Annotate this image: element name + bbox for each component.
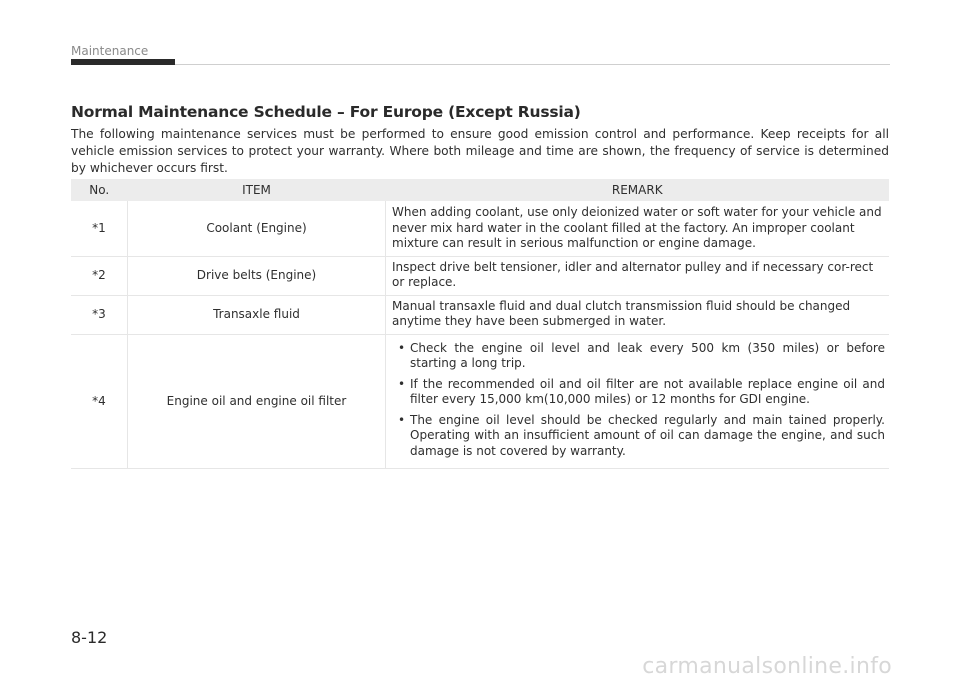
row-remark: Inspect drive belt tensioner, idler and alternator pulley and if necessary cor-rect or replace.: [386, 256, 890, 295]
table-row: [71, 202, 889, 257]
column-header-no: No.: [71, 179, 128, 202]
row-item: Drive belts (Engine): [128, 256, 386, 295]
maintenance-table: [71, 179, 889, 469]
table-header-row: [71, 179, 889, 202]
table-row: [71, 256, 889, 295]
row-number: *1: [71, 202, 128, 257]
page-title: Normal Maintenance Schedule – For Europe (Except Russia): [71, 103, 581, 121]
intro-paragraph: The following maintenance services must be performed to ensure good emission control and performance. Keep receipts for all vehicle emission services to protect your warranty. Where both mileage and time are shown, the frequency of service is determined by whichever occurs first.: [71, 127, 889, 175]
section-header-rule: [175, 64, 890, 65]
section-header-bar: [71, 59, 175, 65]
table-row: [71, 334, 889, 469]
row-item: Engine oil and engine oil filter: [128, 334, 386, 469]
remark-bullet: • Check the engine oil level and leak every 500 km (350 miles) or before starting a long trip.: [392, 341, 885, 372]
section-header-label: Maintenance: [71, 44, 149, 58]
watermark-text: carmanualsonline.info: [642, 654, 892, 679]
column-header-item: ITEM: [128, 179, 386, 202]
row-remark: Manual transaxle fluid and dual clutch transmission fluid should be changed anytime they have been submerged in water.: [386, 295, 890, 334]
remark-bullet: • The engine oil level should be checked regularly and main tained properly. Operating with an insufficient amount of oil can damage the engine, and such damage is not covered by warranty.: [392, 413, 885, 460]
row-number: *3: [71, 295, 128, 334]
row-number: *2: [71, 256, 128, 295]
remark-bullet: • If the recommended oil and oil filter are not available replace engine oil and filter every 15,000 km(10,000 miles) or 12 months for GDI engine.: [392, 377, 885, 408]
column-header-remark: REMARK: [386, 179, 890, 202]
row-item: Coolant (Engine): [128, 202, 386, 257]
row-item: Transaxle fluid: [128, 295, 386, 334]
page-number: 8-12: [71, 628, 108, 647]
row-remark: [386, 334, 890, 469]
remark-bullet-list: [392, 341, 885, 460]
row-remark: When adding coolant, use only deionized water or soft water for your vehicle and never mix hard water in the coolant filled at the factory. An improper coolant mixture can result in serious malfunction or engine damage.: [386, 202, 890, 257]
row-number: *4: [71, 334, 128, 469]
table-row: [71, 295, 889, 334]
